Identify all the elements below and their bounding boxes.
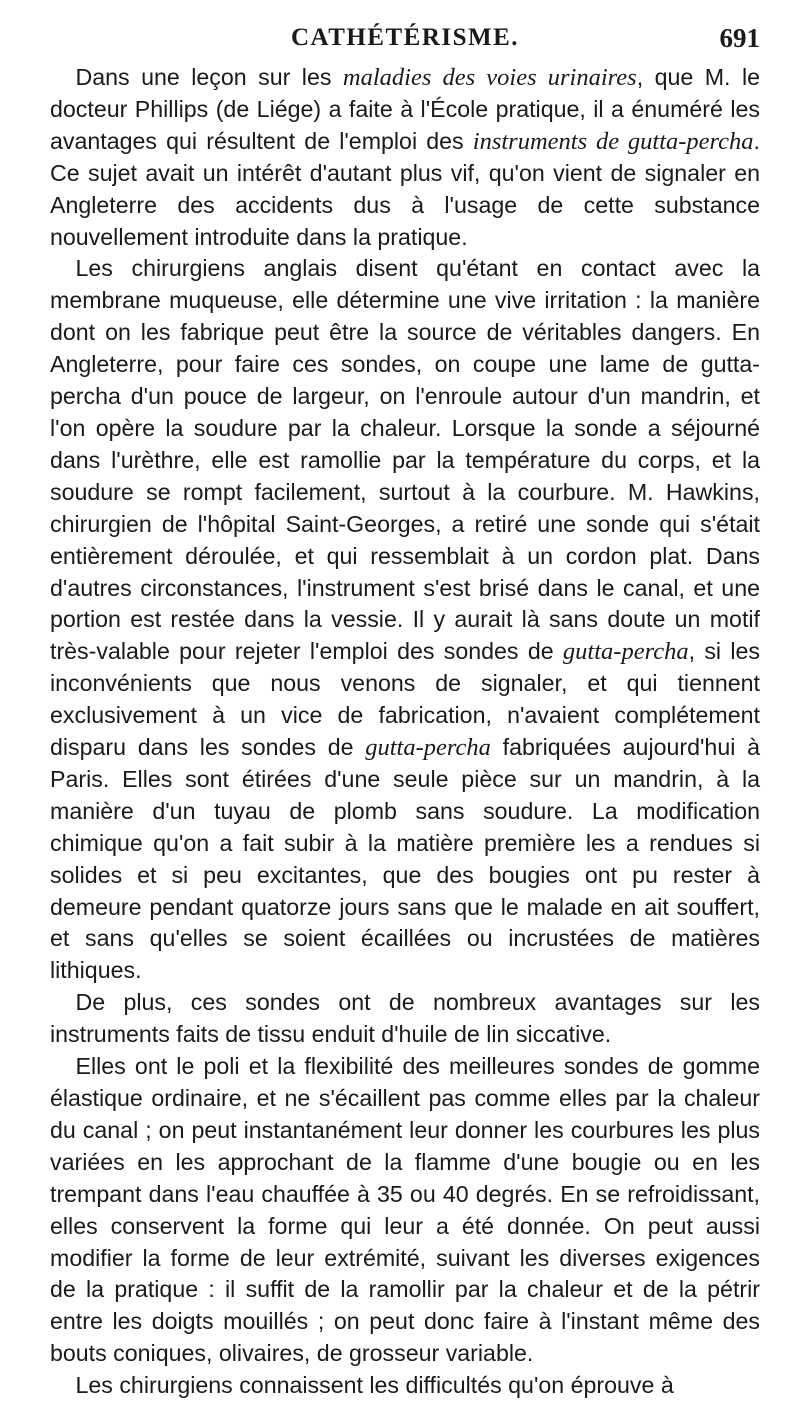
italic-term: gutta-percha [562,638,689,666]
body-text [50,62,760,1402]
running-head [50,18,760,58]
italic-term: instruments de gutta-percha [472,127,754,155]
paragraph [50,62,760,253]
italic-term: maladies des voies urinaires [342,64,637,91]
text-segment: Elles ont le poli et la flexibilité des meilleures sondes de gomme élastique ordinaire, et ne s'écaillent pas comme elles par la chaleur du canal ; on peut instantanément leur donner les courbures les plus variées en les approchant de la flamme d'une bougie ou en les trempant dans l'eau chauffée à 35 ou 40 degrés. En se refroidissant, elles conservent la forme qui leur a été donnée. On peut aussi modifier la forme de leur extrémité, suivant les diverses exigences de la pratique : il suffit de la ramollir par la chaleur et de la pétrir entre les doigts mouillés ; on peut donc faire à l'instant même des bouts coniques, olivaires, de grosseur variable. [50,1053,760,1367]
text-segment: De plus, ces sondes ont de nombreux avantages sur les instruments faits de tissu enduit d'huile de lin siccative. [50,989,760,1048]
text-segment: , que M. le docteur Phillips (de Liége) a faite à l'École pratique, il a énuméré les avantages qui résultent de l'emploi des [50,64,760,154]
text-segment: Les chirurgiens anglais disent qu'étant en contact avec la membrane muqueuse, elle détermine une vive irritation : la manière dont on les fabrique peut être la source de véritables dangers. En Angleterre, pour faire ces sondes, on coupe une lame de gutta-percha d'un pouce de largeur, on l'enroule autour d'un mandrin, et l'on opère la soudure par la chaleur. Lorsque la sonde a séjourné dans l'urèthre, elle est ramollie par la température du corps, et la soudure se rompt facilement, surtout à la courbure. M. Hawkins, chirurgien de l'hôpital Saint-Georges, a retiré une sonde qui s'était entièrement déroulée, et qui ressemblait à un cordon plat. Dans d'autres circonstances, l'instrument s'est brisé dans le canal, et une portion est restée dans la vessie. Il y aurait là sans doute un motif très-valable pour rejeter l'emploi des sondes de [50,255,760,665]
text-segment: Les chirurgiens connaissent les difficultés qu'on éprouve à [75,1372,674,1399]
running-title: CATHÉTÉRISME. [290,24,520,51]
paragraph [50,1370,760,1402]
italic-term: gutta-percha [365,734,491,762]
paragraph [50,253,760,987]
page-number: 691 [719,23,760,53]
text-segment: . Ce sujet avait un intérêt d'autant plus vif, qu'on vient de signaler en Angleterre des accidents dus à l'usage de cette substance nouvellement introduite dans la pratique. [50,127,760,250]
paragraph [50,1051,760,1370]
text-segment: Dans une leçon sur les [75,64,343,90]
paragraph [50,987,760,1051]
text-segment: fabriquées aujourd'hui à Paris. Elles sont étirées d'une seule pièce sur un mandrin, à la manière d'un tuyau de plomb sans soudure. La modification chimique qu'on a fait subir à la matière première les a rendues si solides et si peu excitantes, que des bougies ont pu rester à demeure pendant quatorze jours sans que le malade en ait souffert, et sans qu'elles se soient écaillées ou incrustées de matières lithiques. [50,734,761,984]
text-segment: , si les inconvénients que nous venons de signaler, et qui tiennent exclusivement à un vice de fabrication, n'avaient complétement disparu dans les sondes de [50,638,761,761]
